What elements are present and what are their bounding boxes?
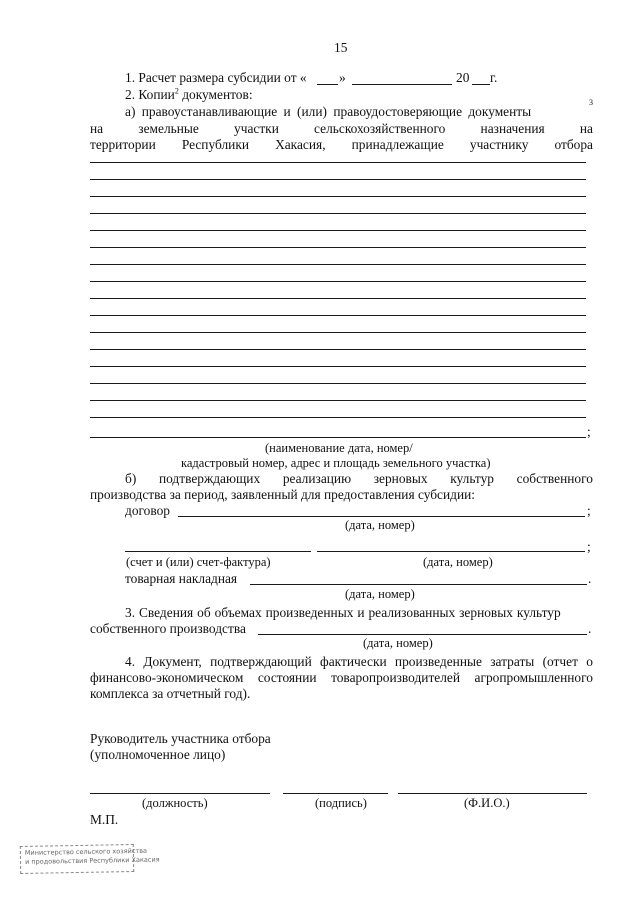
blank-line (90, 315, 586, 316)
blank-line (90, 417, 586, 418)
word: Хакасия, (275, 137, 326, 152)
blank-line (90, 298, 586, 299)
blank-line (90, 247, 586, 248)
word: территории (90, 137, 156, 152)
item4-line1 (125, 654, 593, 670)
invoice-end: ; (587, 539, 591, 554)
item1-month-line (352, 84, 452, 85)
word: товаропроизводителей (331, 670, 461, 685)
blank-line (90, 264, 586, 265)
contract-line (178, 516, 585, 517)
signature-line (283, 793, 388, 794)
waybill-line (250, 584, 587, 585)
word: Документ, (143, 654, 202, 669)
seal-place: М.П. (90, 812, 119, 827)
word: о (586, 654, 593, 669)
word: участки (234, 121, 279, 136)
contract-end: ; (587, 503, 591, 518)
blank-line-last (90, 437, 586, 438)
caption-signature: (подпись) (315, 796, 367, 810)
word: подтверждающих (158, 471, 261, 486)
word: участнику (469, 137, 529, 152)
item1-day-line (317, 84, 338, 85)
blank-line (90, 366, 586, 367)
item1-label (125, 70, 307, 86)
item1-year-suffix: г. (490, 70, 498, 85)
position-line (90, 793, 270, 794)
blank-line (90, 196, 586, 197)
item2a-caption1: (наименование дата, номер/ (265, 441, 413, 455)
word: принадлежащие (351, 137, 444, 152)
item2-footnote-sup: 2 (174, 86, 179, 96)
invoice-left-line (125, 551, 311, 552)
waybill-label: товарная накладная (125, 571, 238, 586)
word: сельскохозяйственного (314, 121, 446, 136)
stamp-line2: и продовольствия Республики Хакасия (24, 855, 160, 866)
item2a-caption2: кадастровый номер, адрес и площадь земельного участка) (181, 456, 491, 470)
blank-line (90, 162, 586, 163)
item2b-line1 (125, 471, 593, 487)
item2a-line1: а) правоустанавливающие и (или) правоудостоверяющие документы 3 (125, 98, 593, 119)
word: назначения (480, 121, 545, 136)
stamp-line1: Министерство сельского хозяйства (24, 846, 148, 857)
invoice-caption-left: (счет и (или) счет-фактура) (126, 555, 271, 569)
word: произведенные (394, 654, 482, 669)
caption-position: (должность) (142, 796, 208, 810)
signature-title1: Руководитель участника отбора (90, 731, 271, 746)
word: на (579, 121, 593, 136)
contract-caption: (дата, номер) (345, 518, 415, 532)
blank-line (90, 383, 586, 384)
item1-text: 1. Расчет размера субсидии от « (125, 70, 307, 85)
item3-line2-end: . (588, 621, 592, 636)
word: на (90, 121, 104, 136)
item3-line2-label: собственного производства (90, 621, 246, 636)
word: собственного (516, 471, 593, 486)
word: состоянии (257, 670, 317, 685)
word: б) (125, 471, 137, 486)
word: 4. (125, 654, 136, 669)
item3-line (258, 634, 587, 635)
page-number: 15 (334, 40, 348, 55)
blank-line (90, 332, 586, 333)
item2a-line3 (90, 137, 593, 153)
word: финансово-экономическом (90, 670, 244, 685)
word: агропромышленного (474, 670, 593, 685)
word: Республики (181, 137, 249, 152)
word: (отчет (542, 654, 578, 669)
blank-line (90, 400, 586, 401)
item2a-line2 (90, 121, 593, 137)
invoice-caption-right: (дата, номер) (423, 555, 493, 569)
signature-title2: (уполномоченное лицо) (90, 747, 226, 762)
word: подтверждающий (210, 654, 312, 669)
word: земельные (138, 121, 199, 136)
item2a-end-mark: ; (587, 424, 591, 439)
item1-year-prefix: 20 (456, 70, 470, 85)
item2b-line2: производства за период, заявленный для предоставления субсидии: (90, 487, 476, 502)
word: отбора (554, 137, 593, 152)
blank-line (90, 213, 586, 214)
invoice-right-line (317, 551, 585, 552)
item2-label (125, 87, 253, 103)
item4-line3: комплекса за отчетный год). (90, 686, 251, 701)
item1-quote-close: » (339, 70, 346, 85)
item4-line2 (90, 670, 593, 686)
item1-year-line (472, 84, 490, 85)
item2a-line1-text: а) правоустанавливающие и (или) правоудостоверяющие документы (125, 104, 532, 119)
word: культур (450, 471, 494, 486)
word: реализацию (282, 471, 352, 486)
blank-line (90, 281, 586, 282)
item2-label-tail: документов: (178, 87, 253, 102)
blank-line (90, 230, 586, 231)
caption-name: (Ф.И.О.) (464, 796, 510, 810)
waybill-caption: (дата, номер) (345, 587, 415, 601)
word: фактически (320, 654, 387, 669)
name-line (398, 793, 587, 794)
word: зерновых (373, 471, 428, 486)
word: затраты (490, 654, 535, 669)
blank-line (90, 179, 586, 180)
item2-label-text: 2. Копии (125, 87, 175, 102)
registration-stamp (20, 844, 160, 874)
contract-label: договор (125, 503, 170, 518)
item3-caption: (дата, номер) (363, 636, 433, 650)
item3-line1: 3. Сведения об объемах произведенных и реализованных зерновых культур (125, 605, 561, 620)
blank-line (90, 349, 586, 350)
waybill-end: . (588, 571, 592, 586)
